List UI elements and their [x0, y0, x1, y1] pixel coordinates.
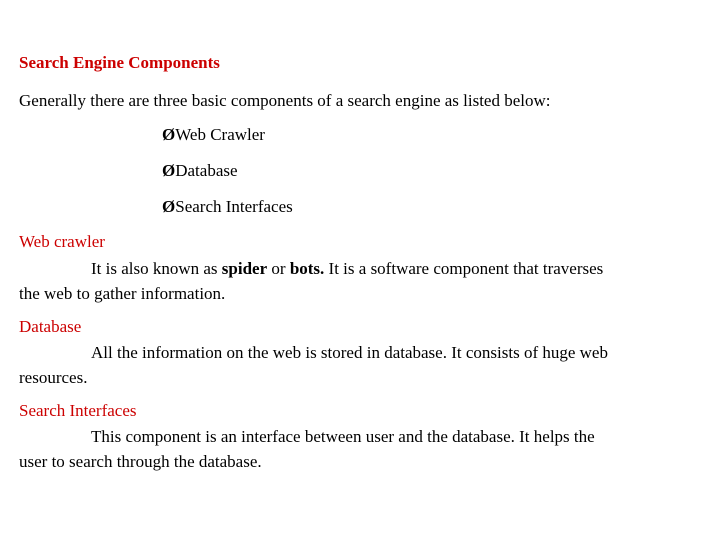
bullet-label: Web Crawler: [175, 125, 265, 144]
arrow-bullet-icon: Ø: [162, 161, 176, 180]
text-run: or: [267, 259, 290, 278]
arrow-bullet-icon: Ø: [162, 125, 176, 144]
section-title-database: Database: [19, 317, 82, 336]
term-bots: bots.: [289, 259, 325, 278]
page-title: Search Engine Components: [19, 53, 220, 72]
bullet-label: Database: [175, 161, 238, 180]
section-text-search-interfaces-line1: This component is an interface between user and the database. It helps the: [91, 427, 595, 446]
term-spider: spider: [221, 259, 268, 278]
text-run: It is a software component that traverses: [324, 259, 604, 278]
section-text-web-crawler-line2: the web to gather information.: [19, 284, 226, 303]
section-title-web-crawler: Web crawler: [19, 232, 105, 251]
section-text-web-crawler-line1: [91, 259, 603, 279]
bullet-item-search-interfaces: [162, 197, 293, 217]
bullet-item-web-crawler: [162, 125, 265, 145]
arrow-bullet-icon: Ø: [162, 197, 176, 216]
section-text-database-line1: All the information on the web is stored in database. It consists of huge web: [91, 343, 608, 362]
section-title-search-interfaces: Search Interfaces: [19, 401, 137, 420]
section-text-database-line2: resources.: [19, 368, 88, 387]
text-run: It is also known as: [91, 259, 222, 278]
bullet-item-database: [162, 161, 238, 181]
section-text-search-interfaces-line2: user to search through the database.: [19, 452, 262, 471]
bullet-label: Search Interfaces: [175, 197, 293, 216]
intro-text: Generally there are three basic components of a search engine as listed below:: [19, 91, 551, 110]
